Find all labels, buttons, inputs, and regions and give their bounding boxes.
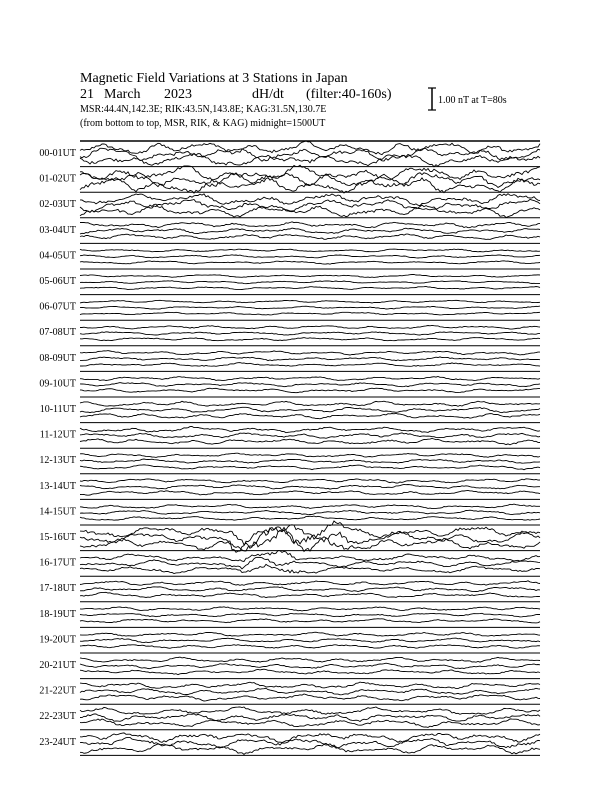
trace-RIK bbox=[80, 306, 540, 309]
row-label: 18-19UT bbox=[39, 608, 76, 620]
trace-KAG bbox=[80, 325, 540, 329]
trace-row-08-09UT bbox=[39, 346, 540, 367]
trace-MSR bbox=[80, 645, 540, 649]
trace-MSR bbox=[80, 719, 540, 728]
trace-row-02-03UT bbox=[39, 192, 540, 217]
trace-RIK bbox=[80, 484, 540, 489]
trace-KAG bbox=[80, 607, 540, 611]
trace-row-11-12UT bbox=[40, 423, 540, 445]
trace-MSR bbox=[80, 564, 540, 573]
trace-KAG bbox=[80, 733, 540, 743]
trace-RIK bbox=[80, 228, 540, 234]
row-label: 17-18UT bbox=[39, 583, 76, 595]
trace-MSR bbox=[80, 178, 540, 193]
trace-RIK bbox=[80, 433, 540, 438]
trace-row-03-04UT bbox=[39, 218, 540, 240]
trace-row-05-06UT bbox=[39, 269, 540, 290]
trace-row-06-07UT bbox=[39, 295, 540, 315]
trace-MSR bbox=[80, 363, 540, 367]
trace-MSR bbox=[80, 744, 540, 755]
trace-MSR bbox=[80, 619, 540, 623]
trace-row-21-22UT bbox=[39, 679, 540, 701]
trace-KAG bbox=[80, 222, 540, 228]
row-label: 09-10UT bbox=[39, 378, 76, 390]
quantity: dH/dt bbox=[252, 87, 284, 102]
scale-label: 1.00 nT at T=80s bbox=[438, 95, 507, 106]
trace-row-09-10UT bbox=[39, 371, 540, 392]
trace-MSR bbox=[80, 530, 540, 552]
trace-MSR bbox=[80, 388, 540, 393]
row-label: 11-12UT bbox=[39, 429, 76, 441]
trace-rows bbox=[39, 141, 540, 756]
scale-bar bbox=[428, 88, 436, 110]
trace-KAG bbox=[80, 275, 540, 278]
row-label: 06-07UT bbox=[39, 301, 76, 313]
trace-KAG bbox=[80, 682, 540, 689]
row-label: 19-20UT bbox=[39, 634, 76, 646]
trace-row-23-24UT bbox=[39, 730, 540, 755]
trace-RIK bbox=[80, 587, 540, 592]
trace-RIK bbox=[80, 407, 540, 412]
trace-RIK bbox=[80, 281, 540, 284]
chart-title: Magnetic Field Variations at 3 Stations in Japan bbox=[80, 71, 348, 86]
trace-RIK bbox=[80, 383, 540, 387]
trace-RIK bbox=[80, 148, 540, 161]
trace-KAG bbox=[80, 657, 540, 662]
trace-MSR bbox=[80, 439, 540, 445]
trace-row-18-19UT bbox=[39, 602, 540, 623]
trace-row-07-08UT bbox=[39, 320, 540, 341]
trace-MSR bbox=[80, 312, 540, 315]
row-label: 08-09UT bbox=[39, 352, 76, 364]
trace-row-17-18UT bbox=[39, 576, 540, 597]
trace-KAG bbox=[80, 351, 540, 355]
trace-KAG bbox=[80, 194, 540, 206]
trace-KAG bbox=[80, 707, 540, 714]
row-label: 03-04UT bbox=[39, 224, 76, 236]
trace-MSR bbox=[80, 413, 540, 419]
row-label: 23-24UT bbox=[39, 736, 76, 748]
trace-MSR bbox=[80, 234, 540, 239]
trace-row-15-16UT bbox=[39, 521, 540, 552]
row-label: 22-23UT bbox=[39, 711, 76, 723]
trace-row-04-05UT bbox=[39, 243, 540, 264]
trace-KAG bbox=[80, 479, 540, 483]
row-label: 04-05UT bbox=[39, 250, 76, 262]
trace-RIK bbox=[80, 663, 540, 669]
row-label: 00-01UT bbox=[39, 148, 76, 159]
trace-row-19-20UT bbox=[39, 627, 540, 648]
trace-KAG bbox=[80, 551, 540, 562]
order-note: (from bottom to top, MSR, RIK, & KAG) midnight=1500UT bbox=[80, 118, 326, 129]
trace-MSR bbox=[80, 261, 540, 264]
row-label: 10-11UT bbox=[39, 404, 76, 415]
row-label: 14-15UT bbox=[39, 506, 76, 518]
trace-KAG bbox=[80, 632, 540, 636]
trace-row-22-23UT bbox=[39, 704, 540, 727]
trace-KAG bbox=[80, 300, 540, 303]
row-label: 16-17UT bbox=[39, 557, 76, 569]
trace-RIK bbox=[80, 737, 540, 748]
trace-RIK bbox=[80, 714, 540, 722]
trace-RIK bbox=[80, 527, 540, 553]
trace-RIK bbox=[80, 459, 540, 463]
trace-MSR bbox=[80, 286, 540, 289]
row-label: 01-02UT bbox=[39, 173, 76, 185]
row-label: 21-22UT bbox=[39, 685, 76, 697]
trace-KAG bbox=[80, 504, 540, 509]
trace-RIK bbox=[80, 332, 540, 335]
trace-KAG bbox=[80, 249, 540, 252]
trace-KAG bbox=[80, 427, 540, 433]
row-label: 07-08UT bbox=[39, 327, 76, 339]
month: March bbox=[104, 87, 141, 102]
row-label: 05-06UT bbox=[39, 276, 76, 287]
row-label: 13-14UT bbox=[39, 480, 76, 492]
trace-MSR bbox=[80, 465, 540, 470]
trace-row-20-21UT bbox=[39, 653, 540, 675]
trace-MSR bbox=[80, 338, 540, 341]
row-label: 15-16UT bbox=[39, 532, 76, 543]
trace-KAG bbox=[80, 401, 540, 406]
day: 21 bbox=[80, 87, 94, 102]
trace-MSR bbox=[80, 592, 540, 597]
trace-row-00-01UT bbox=[39, 141, 540, 167]
trace-MSR bbox=[80, 490, 540, 495]
row-label: 20-21UT bbox=[39, 660, 76, 671]
trace-MSR bbox=[80, 153, 540, 166]
year: 2023 bbox=[164, 87, 192, 102]
station-coordinates: MSR:44.4N,142.3E; RIK:43.5N,143.8E; KAG:31.5N,130.7E bbox=[80, 104, 327, 115]
trace-row-01-02UT bbox=[39, 165, 540, 193]
trace-RIK bbox=[80, 638, 540, 643]
row-label: 02-03UT bbox=[39, 199, 76, 211]
trace-RIK bbox=[80, 255, 540, 258]
trace-RIK bbox=[80, 688, 540, 695]
trace-MSR bbox=[80, 516, 540, 520]
trace-KAG bbox=[80, 377, 540, 381]
trace-row-13-14UT bbox=[39, 474, 540, 495]
trace-RIK bbox=[80, 613, 540, 617]
trace-KAG bbox=[80, 453, 540, 457]
filter: (filter:40-160s) bbox=[306, 87, 392, 102]
trace-row-14-15UT bbox=[39, 499, 540, 520]
trace-MSR bbox=[80, 669, 540, 674]
trace-MSR bbox=[80, 694, 540, 701]
row-label: 12-13UT bbox=[39, 455, 76, 467]
trace-row-16-17UT bbox=[39, 551, 540, 574]
trace-row-12-13UT bbox=[39, 448, 540, 470]
trace-KAG bbox=[80, 581, 540, 586]
trace-RIK bbox=[80, 357, 540, 361]
trace-RIK bbox=[80, 510, 540, 515]
trace-row-10-11UT bbox=[40, 397, 540, 419]
